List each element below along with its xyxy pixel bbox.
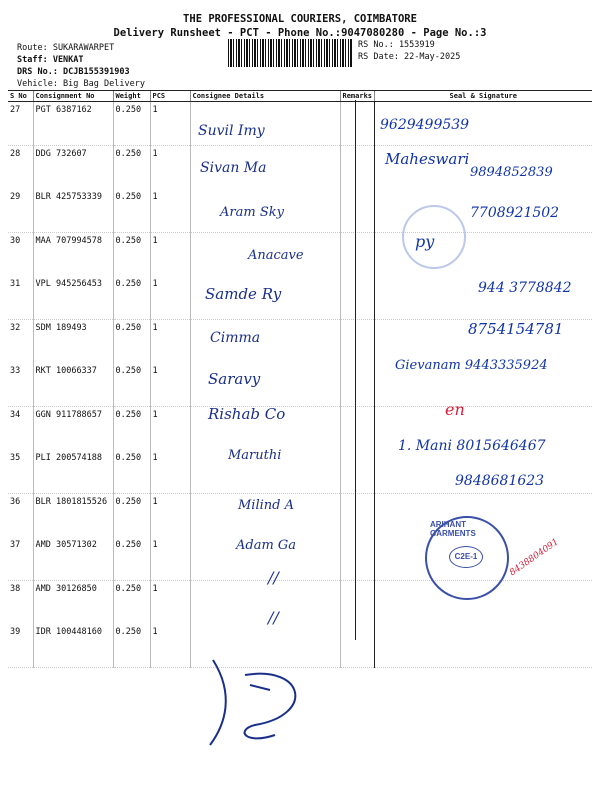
hand-sign-31: 944 3778842: [478, 280, 572, 296]
cell-weight: 0.250: [113, 189, 150, 233]
hand-name-37: Adam Ga: [236, 538, 297, 553]
cell-weight: 0.250: [113, 363, 150, 407]
hand-sign-28a: Maheswari: [385, 150, 470, 168]
cell-remarks: [340, 276, 374, 320]
red-note: 8438804091: [508, 537, 561, 579]
cell-consignment: PLI 200574188: [33, 450, 113, 494]
cell-remarks: [340, 363, 374, 407]
cell-consignment: VPL 945256453: [33, 276, 113, 320]
cell-pcs: 1: [150, 537, 190, 581]
cell-pcs: 1: [150, 450, 190, 494]
cell-weight: 0.250: [113, 146, 150, 190]
cell-remarks: [340, 624, 374, 668]
col-sno: S No: [8, 91, 33, 102]
cell-weight: 0.250: [113, 407, 150, 451]
hand-sign-27: 9629499539: [380, 117, 470, 133]
cell-weight: 0.250: [113, 320, 150, 364]
cell-remarks: [340, 189, 374, 233]
cell-consignee: [190, 581, 340, 625]
cell-seal: [374, 624, 592, 668]
cell-weight: 0.250: [113, 537, 150, 581]
cell-sno: 30: [10, 236, 21, 246]
col-remarks: Remarks: [340, 91, 374, 102]
cell-weight: 0.250: [113, 581, 150, 625]
cell-consignment: PGT 6387162: [33, 102, 113, 146]
hand-sign-34: en: [445, 400, 465, 419]
hand-name-33: Saravy: [208, 370, 261, 388]
seal-center-text: C2E-1: [449, 546, 483, 568]
cell-weight: 0.250: [113, 494, 150, 538]
company-title: THE PROFESSIONAL COURIERS, COIMBATORE: [183, 13, 417, 25]
cell-remarks: [340, 407, 374, 451]
cell-consignment: GGN 911788657: [33, 407, 113, 451]
hand-name-28: Sivan Ma: [200, 160, 267, 176]
cell-remarks: [340, 320, 374, 364]
cell-pcs: 1: [150, 189, 190, 233]
cell-pcs: 1: [150, 233, 190, 277]
cell-weight: 0.250: [113, 450, 150, 494]
hand-sign-29: 7708921502: [470, 205, 560, 221]
col-weight: Weight: [113, 91, 150, 102]
cell-weight: 0.250: [113, 233, 150, 277]
hand-name-30: Anacave: [248, 248, 304, 263]
table-header: [8, 91, 592, 102]
cell-remarks: [340, 450, 374, 494]
cell-remarks: [340, 102, 374, 146]
cell-consignment: AMD 30571302: [33, 537, 113, 581]
cell-sno: 39: [8, 624, 33, 668]
cell-pcs: 1: [150, 276, 190, 320]
col-consignment: Consignment No: [33, 91, 113, 102]
col-seal: Seal & Signature: [374, 91, 592, 102]
cell-weight: 0.250: [113, 624, 150, 668]
hand-name-27: Suvil Imy: [198, 123, 265, 139]
hand-sign-32: 8754154781: [468, 320, 564, 338]
cell-pcs: 1: [150, 581, 190, 625]
hand-name-36: Milind A: [238, 498, 294, 513]
cell-sno: 37: [8, 537, 33, 581]
cell-sno: 27: [8, 102, 33, 146]
cell-consignment: SDM 189493: [33, 320, 113, 364]
col-consignee: Consignee Details: [190, 91, 340, 102]
staff: Staff: VENKAT: [17, 55, 84, 65]
cell-consignment: MAA 707994578: [33, 233, 113, 277]
hand-name-35: Maruthi: [228, 448, 282, 463]
seal-ring-text: ARIHANT GARMENTS: [430, 520, 476, 538]
cell-sno: 31: [8, 276, 33, 320]
cell-consignment: IDR 100448160: [33, 624, 113, 668]
vehicle: Vehicle: Big Bag Delivery: [17, 79, 145, 89]
hand-sign-30: py: [415, 232, 435, 251]
cell-sno: 36: [10, 497, 21, 507]
cell-consignment: BLR 425753339: [33, 189, 113, 233]
cell-consignment: BLR 1801815526: [33, 494, 113, 538]
cell-sno: 29: [8, 189, 33, 233]
remarks-divider: [355, 100, 356, 640]
hand-sign-35: 1. Mani 8015646467: [398, 438, 546, 454]
cell-remarks: [340, 581, 374, 625]
cell-sno: 38: [10, 584, 21, 594]
cell-pcs: 1: [150, 146, 190, 190]
hand-name-31: Samde Ry: [205, 285, 282, 303]
route: Route: SUKARAWARPET: [17, 43, 115, 53]
cell-remarks: [340, 537, 374, 581]
hand-name-34: Rishab Co: [208, 405, 286, 423]
cell-pcs: 1: [150, 407, 190, 451]
company-seal: [425, 516, 509, 600]
cell-pcs: 1: [150, 624, 190, 668]
cell-remarks: [340, 494, 374, 538]
hand-name-39: //: [268, 608, 279, 627]
cell-remarks: [340, 146, 374, 190]
large-signature: [195, 655, 335, 755]
hand-sign-28b: 9894852839: [470, 165, 553, 180]
col-pcs: PCS: [150, 91, 190, 102]
rs-date: RS Date: 22-May-2025: [358, 52, 461, 62]
hand-sign-33: Gievanam 9443335924: [395, 358, 548, 373]
table-row: [8, 581, 592, 625]
cell-sno: 32: [10, 323, 21, 333]
cell-sno: 33: [8, 363, 33, 407]
cell-consignment: RKT 10066337: [33, 363, 113, 407]
cell-consignment: DDG 732607: [33, 146, 113, 190]
runsheet-subtitle: Delivery Runsheet - PCT - Phone No.:9047080280 - Page No.:3: [113, 27, 487, 39]
table-row: [8, 102, 592, 146]
hand-name-32: Cimma: [210, 330, 261, 346]
cell-weight: 0.250: [113, 102, 150, 146]
cell-consignment: AMD 30126850: [33, 581, 113, 625]
cell-sno: 35: [8, 450, 33, 494]
hand-name-38: //: [268, 568, 279, 587]
cell-weight: 0.250: [113, 276, 150, 320]
cell-sno: 28: [10, 149, 21, 159]
rs-number: RS No.: 1553919: [358, 40, 435, 50]
hand-name-29: Aram Sky: [220, 205, 284, 220]
cell-pcs: 1: [150, 102, 190, 146]
barcode: [228, 39, 353, 67]
cell-remarks: [340, 233, 374, 277]
cell-pcs: 1: [150, 494, 190, 538]
cell-pcs: 1: [150, 363, 190, 407]
hand-sign-36: 9848681623: [455, 473, 545, 489]
drs-number: DRS No.: DCJB155391903: [17, 67, 130, 77]
cell-sno: 34: [10, 410, 21, 420]
cell-pcs: 1: [150, 320, 190, 364]
